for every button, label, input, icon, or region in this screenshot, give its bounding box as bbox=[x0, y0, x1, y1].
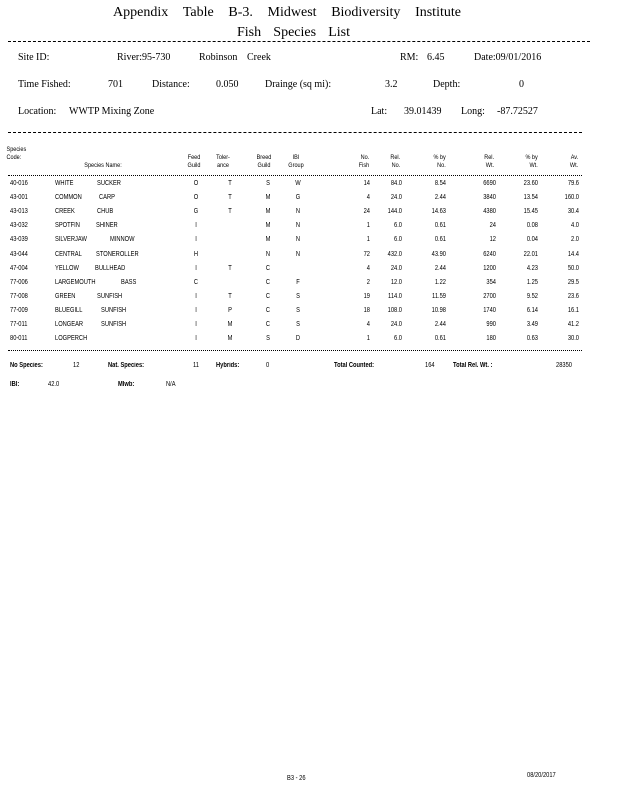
cell-tol: T bbox=[228, 264, 232, 272]
cell-relwt: 1200 bbox=[483, 264, 496, 272]
cell-relno: 6.0 bbox=[394, 222, 402, 230]
cell-breed: S bbox=[266, 335, 270, 343]
cell-w1: CREEK bbox=[55, 208, 75, 216]
cell-breed: C bbox=[265, 292, 271, 300]
col-header-rel-wt: Rel. Wt. bbox=[484, 154, 495, 169]
distance-value: 0.050 bbox=[216, 79, 239, 90]
long-label: Long: bbox=[461, 106, 485, 117]
creek-word: Creek bbox=[247, 52, 271, 63]
cell-relwt: 354 bbox=[486, 278, 496, 286]
cell-avwt: 30.4 bbox=[567, 208, 579, 216]
table-top-divider bbox=[8, 132, 582, 133]
distance-label: Distance: bbox=[152, 79, 190, 90]
cell-pctno: 0.61 bbox=[434, 335, 446, 343]
col-header-pct-wt: % by Wt. bbox=[525, 154, 538, 169]
cell-avwt: 23.6 bbox=[567, 292, 579, 300]
cell-w1: GREEN bbox=[55, 292, 76, 300]
cell-nofish: 72 bbox=[363, 250, 370, 258]
rm-label: RM: bbox=[400, 52, 419, 63]
cell-feed: C bbox=[193, 278, 199, 286]
cell-relno: 114.0 bbox=[388, 292, 402, 300]
cell-relwt: 24 bbox=[489, 222, 496, 230]
cell-w2: SUCKER bbox=[97, 180, 121, 187]
cell-pctno: 1.22 bbox=[434, 278, 446, 286]
cell-relno: 12.0 bbox=[390, 278, 402, 286]
miwb-value: N/A bbox=[166, 381, 176, 388]
total-rel-wt-value: 28350 bbox=[556, 362, 572, 369]
depth-value: 0 bbox=[519, 79, 524, 90]
cell-relno: 144.0 bbox=[387, 208, 402, 216]
print-date: 08/20/2017 bbox=[527, 772, 556, 779]
title-word: Fish bbox=[237, 25, 262, 40]
cell-pctno: 8.54 bbox=[434, 180, 446, 187]
time-fished-value: 701 bbox=[108, 79, 123, 90]
cell-code: 77-008 bbox=[10, 292, 28, 300]
col-header-name: Species Name: bbox=[84, 162, 122, 169]
col-header-no-fish: No. Fish bbox=[358, 154, 370, 169]
cell-code: 43-013 bbox=[10, 208, 28, 216]
cell-ibi: S bbox=[296, 306, 300, 314]
cell-nofish: 4 bbox=[366, 264, 370, 272]
cell-breed: M bbox=[265, 222, 271, 230]
cell-relno: 108.0 bbox=[387, 306, 402, 314]
site-id-label: Site ID: bbox=[18, 52, 50, 63]
cell-avwt: 29.5 bbox=[567, 278, 579, 286]
cell-code: 77-009 bbox=[10, 306, 28, 314]
cell-tol: T bbox=[228, 194, 232, 202]
cell-ibi: N bbox=[295, 250, 301, 258]
cell-nofish: 24 bbox=[363, 208, 370, 216]
cell-feed: I bbox=[195, 335, 197, 343]
cell-breed: C bbox=[265, 321, 271, 328]
cell-relwt: 990 bbox=[486, 321, 496, 328]
cell-pctwt: 3.49 bbox=[526, 321, 538, 328]
cell-relwt: 1740 bbox=[483, 306, 496, 314]
drainage-label: Drainge (sq mi): bbox=[265, 79, 332, 90]
col-header-ibi-group: IBI Group bbox=[288, 154, 304, 169]
cell-feed: I bbox=[195, 264, 197, 272]
rm-value: 6.45 bbox=[427, 52, 445, 63]
cell-w2: BASS bbox=[121, 278, 137, 286]
cell-breed: C bbox=[265, 264, 271, 272]
cell-pctwt: 1.25 bbox=[526, 278, 538, 286]
cell-pctwt: 22.01 bbox=[523, 250, 538, 258]
cell-feed: H bbox=[193, 250, 199, 258]
nat-species-label: Nat. Species: bbox=[108, 362, 145, 369]
cell-feed: I bbox=[195, 321, 197, 328]
cell-feed: I bbox=[195, 292, 197, 300]
cell-ibi: G bbox=[295, 194, 301, 202]
sample-date: Date:09/01/2016 bbox=[474, 52, 542, 63]
nat-species-value: 11 bbox=[193, 362, 199, 369]
cell-feed: I bbox=[195, 222, 197, 230]
cell-relwt: 180 bbox=[486, 335, 496, 343]
cell-ibi: N bbox=[295, 208, 301, 216]
cell-avwt: 4.0 bbox=[571, 222, 579, 230]
cell-tol: T bbox=[228, 180, 232, 187]
cell-relno: 24.0 bbox=[390, 194, 402, 202]
cell-nofish: 1 bbox=[366, 222, 370, 230]
location-value: WWTP Mixing Zone bbox=[69, 106, 155, 117]
cell-relwt: 2700 bbox=[483, 292, 496, 300]
cell-w2: CHUB bbox=[97, 208, 114, 216]
col-header-code: Species Code: bbox=[6, 146, 27, 161]
miwb-label: MIwb: bbox=[118, 381, 135, 388]
cell-code: 40-016 bbox=[10, 180, 28, 187]
cell-ibi: S bbox=[296, 292, 300, 300]
cell-avwt: 79.6 bbox=[567, 180, 579, 187]
title-line-2 bbox=[237, 25, 350, 41]
cell-feed: O bbox=[193, 180, 199, 187]
cell-ibi: W bbox=[295, 180, 301, 187]
depth-label: Depth: bbox=[433, 79, 461, 90]
cell-feed: I bbox=[195, 306, 197, 314]
page-number: B3 - 26 bbox=[287, 775, 306, 782]
cell-pctwt: 13.54 bbox=[523, 194, 538, 202]
cell-relwt: 12 bbox=[489, 236, 496, 244]
cell-nofish: 18 bbox=[363, 306, 370, 314]
cell-ibi: D bbox=[295, 335, 301, 343]
no-species-label: No Species: bbox=[10, 362, 43, 369]
cell-w2: CARP bbox=[99, 194, 115, 202]
cell-pctwt: 15.45 bbox=[523, 208, 538, 216]
total-rel-wt-label: Total Rel. Wt. : bbox=[453, 362, 493, 369]
cell-w2: SUNFISH bbox=[101, 321, 127, 328]
no-species-value: 12 bbox=[73, 362, 80, 369]
cell-pctno: 43.90 bbox=[431, 250, 446, 258]
cell-pctno: 2.44 bbox=[434, 321, 446, 328]
cell-nofish: 2 bbox=[366, 278, 370, 286]
cell-pctno: 0.61 bbox=[434, 236, 446, 244]
col-header-av-wt: Av. Wt. bbox=[569, 154, 579, 169]
cell-relno: 432.0 bbox=[387, 250, 402, 258]
cell-w2: SUNFISH bbox=[101, 306, 127, 314]
cell-relno: 6.0 bbox=[394, 236, 402, 244]
table-bottom-divider bbox=[8, 350, 582, 351]
cell-w1: LARGEMOUTH bbox=[55, 278, 96, 286]
creek-name: Robinson bbox=[199, 52, 238, 63]
title-word: Midwest bbox=[267, 5, 317, 20]
cell-w1: SPOTFIN bbox=[55, 222, 80, 230]
cell-relno: 6.0 bbox=[394, 335, 402, 343]
cell-nofish: 1 bbox=[366, 335, 370, 343]
cell-w1: LONGEAR bbox=[55, 321, 84, 328]
cell-breed: M bbox=[265, 194, 271, 202]
cell-pctno: 2.44 bbox=[434, 264, 446, 272]
cell-feed: O bbox=[193, 194, 199, 202]
title-word: Species bbox=[273, 25, 317, 40]
title-word: Biodiversity bbox=[331, 5, 401, 20]
cell-pctno: 11.59 bbox=[432, 292, 446, 300]
cell-pctwt: 23.60 bbox=[523, 180, 538, 187]
cell-w1: SILVERJAW bbox=[55, 236, 87, 244]
cell-ibi: S bbox=[296, 321, 300, 328]
cell-pctwt: 0.04 bbox=[526, 236, 538, 244]
cell-relwt: 4380 bbox=[483, 208, 496, 216]
total-counted-value: 164 bbox=[425, 362, 435, 369]
ibi-value: 42.0 bbox=[48, 381, 60, 388]
cell-w2: BULLHEAD bbox=[95, 264, 126, 272]
cell-pctno: 2.44 bbox=[434, 194, 446, 202]
cell-w2: SUNFISH bbox=[97, 292, 123, 300]
title-line-1 bbox=[113, 5, 461, 21]
cell-avwt: 30.0 bbox=[567, 335, 579, 343]
cell-pctwt: 0.63 bbox=[526, 335, 538, 343]
lat-value: 39.01439 bbox=[404, 106, 442, 117]
cell-breed: M bbox=[265, 236, 271, 244]
cell-feed: G bbox=[193, 208, 199, 216]
cell-breed: C bbox=[265, 278, 271, 286]
col-header-rel-no: Rel. No. bbox=[390, 154, 401, 169]
title-word: B-3. bbox=[228, 5, 253, 20]
cell-w2: MINNOW bbox=[110, 236, 135, 244]
cell-tol: M bbox=[227, 321, 233, 328]
cell-ibi: N bbox=[295, 222, 301, 230]
cell-code: 43-032 bbox=[10, 222, 28, 230]
lat-label: Lat: bbox=[371, 106, 388, 117]
total-counted-label: Total Counted: bbox=[334, 362, 375, 369]
cell-w2: STONEROLLER bbox=[96, 250, 139, 258]
cell-relwt: 6240 bbox=[483, 250, 496, 258]
col-header-pct-no: % by No. bbox=[433, 154, 446, 169]
cell-pctwt: 4.23 bbox=[526, 264, 538, 272]
cell-breed: N bbox=[265, 250, 271, 258]
cell-tol: T bbox=[228, 208, 232, 216]
cell-pctno: 10.98 bbox=[431, 306, 446, 314]
time-fished-label: Time Fished: bbox=[18, 79, 71, 90]
cell-relno: 24.0 bbox=[390, 321, 402, 328]
cell-relno: 84.0 bbox=[390, 180, 402, 187]
title-word: Appendix bbox=[113, 5, 169, 20]
cell-code: 77-011 bbox=[10, 321, 28, 328]
title-word: Table bbox=[182, 5, 214, 20]
cell-code: 77-006 bbox=[10, 278, 28, 286]
cell-pctwt: 9.52 bbox=[526, 292, 538, 300]
long-value: -87.72527 bbox=[497, 106, 538, 117]
cell-pctwt: 0.08 bbox=[526, 222, 538, 230]
column-header-divider bbox=[8, 175, 582, 176]
cell-nofish: 14 bbox=[363, 180, 370, 187]
cell-ibi: N bbox=[295, 236, 301, 244]
cell-tol: T bbox=[228, 292, 232, 300]
cell-code: 43-039 bbox=[10, 236, 28, 244]
cell-nofish: 4 bbox=[366, 194, 370, 202]
cell-code: 47-004 bbox=[10, 264, 28, 272]
col-header-tolerance: Toler- ance bbox=[216, 154, 230, 169]
cell-pctno: 0.61 bbox=[434, 222, 446, 230]
cell-avwt: 2.0 bbox=[571, 236, 579, 244]
cell-relwt: 6690 bbox=[483, 180, 496, 187]
cell-nofish: 19 bbox=[363, 292, 370, 300]
cell-w1: LOGPERCH bbox=[55, 335, 88, 343]
col-header-feed: Feed Guild bbox=[187, 154, 201, 169]
cell-feed: I bbox=[195, 236, 197, 244]
cell-avwt: 16.1 bbox=[567, 306, 579, 314]
title-word: List bbox=[328, 25, 350, 40]
header-divider bbox=[8, 41, 590, 42]
hybrids-label: Hybrids: bbox=[216, 362, 240, 369]
cell-ibi: F bbox=[296, 278, 300, 286]
cell-pctno: 14.63 bbox=[431, 208, 446, 216]
cell-avwt: 41.2 bbox=[567, 321, 579, 328]
cell-relno: 24.0 bbox=[390, 264, 402, 272]
cell-code: 80-011 bbox=[10, 335, 28, 343]
cell-w1: COMMON bbox=[55, 194, 82, 202]
cell-avwt: 50.0 bbox=[567, 264, 579, 272]
cell-w1: WHITE bbox=[55, 180, 74, 187]
drainage-value: 3.2 bbox=[385, 79, 398, 90]
title-word: Institute bbox=[415, 5, 461, 20]
cell-avwt: 14.4 bbox=[567, 250, 579, 258]
cell-breed: S bbox=[266, 180, 270, 187]
cell-w1: BLUEGILL bbox=[55, 306, 83, 314]
cell-nofish: 4 bbox=[366, 321, 370, 328]
cell-tol: P bbox=[228, 306, 232, 314]
cell-w1: CENTRAL bbox=[55, 250, 82, 258]
location-label: Location: bbox=[18, 106, 57, 117]
cell-relwt: 3840 bbox=[483, 194, 496, 202]
cell-pctwt: 6.14 bbox=[526, 306, 538, 314]
col-header-breed: Breed Guild bbox=[256, 154, 272, 169]
cell-code: 43-001 bbox=[10, 194, 28, 202]
hybrids-value: 0 bbox=[266, 362, 270, 369]
cell-tol: M bbox=[227, 335, 233, 343]
cell-avwt: 160.0 bbox=[564, 194, 579, 202]
ibi-label: IBI: bbox=[10, 381, 20, 388]
cell-w2: SHINER bbox=[96, 222, 118, 230]
cell-breed: C bbox=[265, 306, 271, 314]
cell-breed: M bbox=[265, 208, 271, 216]
cell-code: 43-044 bbox=[10, 250, 28, 258]
cell-nofish: 1 bbox=[366, 236, 370, 244]
river-value: River:95-730 bbox=[117, 52, 171, 63]
cell-w1: YELLOW bbox=[55, 264, 79, 272]
